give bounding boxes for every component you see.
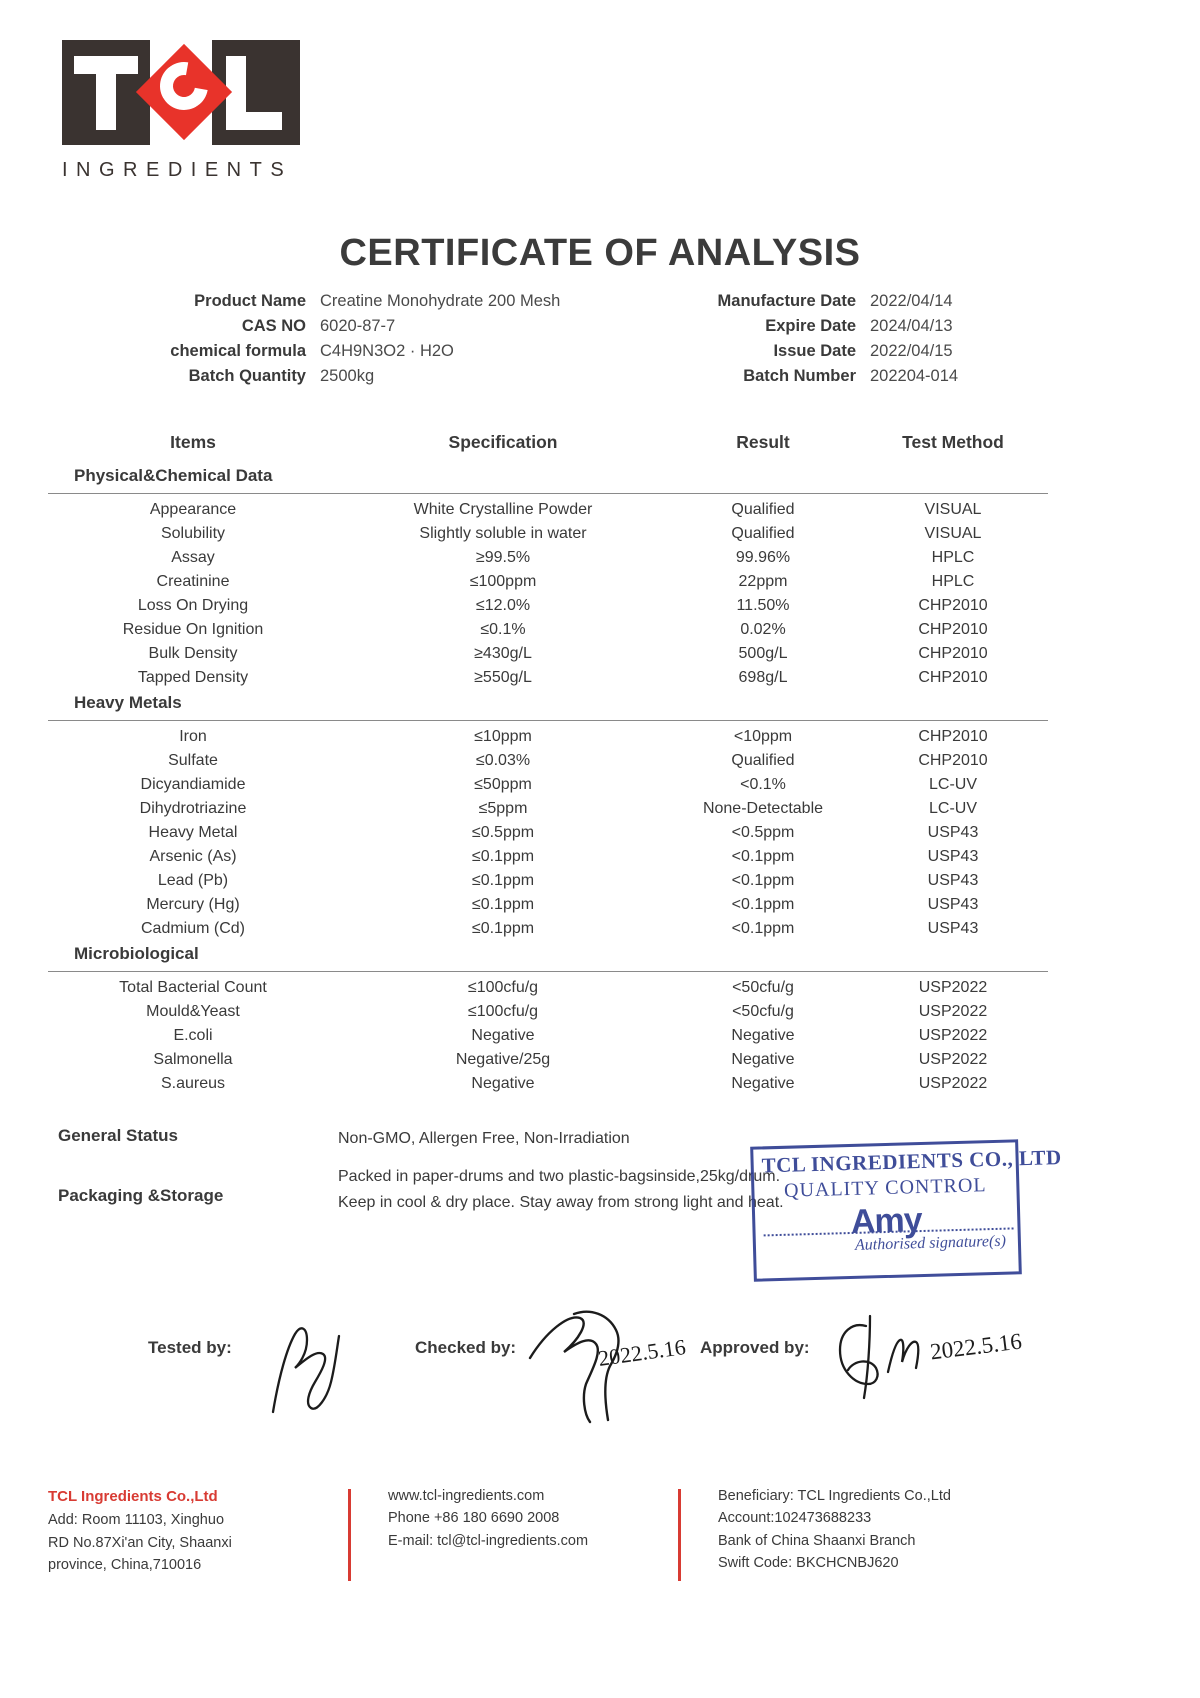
meta-label-cas-no: CAS NO [241, 317, 306, 335]
general-status-value: Non-GMO, Allergen Free, Non-Irradiation [338, 1130, 630, 1147]
meta-value-issue-date: 2022/04/15 [870, 342, 953, 360]
cell-spec: ≤12.0% [475, 597, 531, 614]
cell-result: 698g/L [738, 669, 788, 686]
quality-control-stamp [750, 1139, 1062, 1281]
table-row [48, 797, 1048, 821]
cell-method: USP2022 [918, 979, 988, 996]
cell-method: USP43 [927, 920, 979, 937]
checked-by-label: Checked by: [415, 1338, 517, 1357]
approved-by-date-ink: 2022.5.16 [928, 1328, 1024, 1365]
stamp-department-line: QUALITY CONTROL [783, 1174, 987, 1202]
footer-phone: Phone +86 180 6690 2008 [388, 1510, 560, 1527]
cell-spec: ≤0.1ppm [471, 848, 535, 865]
cell-spec: ≥99.5% [475, 549, 531, 566]
stamp-authorised-signature-label: Authorised signature(s) [854, 1232, 1007, 1254]
cell-result: Qualified [731, 752, 795, 769]
cell-method: USP2022 [918, 1075, 988, 1092]
cell-method: LC-UV [928, 800, 977, 817]
cell-item: Bulk Density [148, 645, 238, 662]
footer-contact-column [348, 1485, 678, 1577]
cell-result: <0.1ppm [731, 920, 795, 937]
logo-letter-t-stem [96, 56, 116, 130]
cell-method: VISUAL [924, 501, 982, 518]
meta-value-batch-number: 202204-014 [870, 367, 959, 385]
table-row [48, 546, 1048, 570]
cell-item: E.coli [173, 1027, 213, 1044]
packaging-line-1: Packed in paper-drums and two plastic-bagsinside,25kg/drum. [338, 1167, 781, 1185]
footer-address-line-3: province, China,710016 [48, 1557, 202, 1574]
cell-spec: ≤0.1ppm [471, 872, 535, 889]
column-header-result: Result [736, 432, 790, 452]
cell-method: CHP2010 [918, 621, 988, 638]
cell-result: 99.96% [735, 549, 791, 566]
cell-result: 22ppm [738, 573, 788, 590]
table-row [48, 893, 1048, 917]
table-row [48, 642, 1048, 666]
cell-item: Loss On Drying [137, 597, 249, 614]
cell-method: CHP2010 [918, 669, 988, 686]
footer-address-line-1: Add: Room 11103, Xinghuo [48, 1512, 225, 1529]
section-divider [48, 493, 1048, 494]
cell-item: Appearance [149, 501, 237, 518]
meta-label-manufacture-date: Manufacture Date [717, 292, 856, 310]
cell-result: Negative [731, 1027, 795, 1044]
section-header-physical-chemical [48, 463, 1048, 490]
meta-label-chemical-formula: chemical formula [170, 342, 306, 360]
cell-spec: ≤50ppm [474, 776, 532, 793]
section-header-microbiological [48, 941, 1048, 968]
packaging-line-2: Keep in cool & dry place. Stay away from strong light and heat. [338, 1193, 784, 1211]
cell-method: USP2022 [918, 1027, 988, 1044]
cell-item: Lead (Pb) [157, 872, 229, 889]
meta-value-batch-quantity: 2500kg [320, 367, 375, 385]
meta-label-issue-date: Issue Date [773, 342, 856, 360]
section-title: Physical&Chemical Data [74, 466, 273, 485]
cell-spec: ≤5ppm [478, 800, 528, 817]
column-header-method: Test Method [902, 432, 1004, 452]
cell-method: USP43 [927, 824, 979, 841]
footer-divider-left [348, 1489, 351, 1581]
tested-by-label: Tested by: [148, 1338, 232, 1357]
logo-diamond-icon [132, 40, 236, 144]
company-logo [62, 40, 312, 182]
packaging-storage-label: Packaging &Storage [58, 1185, 224, 1205]
cell-spec: Negative/25g [455, 1051, 551, 1068]
logo-mark [62, 40, 302, 145]
meta-value-product-name: Creatine Monohydrate 200 Mesh [320, 292, 561, 310]
cell-method: USP2022 [918, 1003, 988, 1020]
checked-by-date-ink: 2022.5.16 [596, 1334, 688, 1372]
cell-spec: ≤0.1ppm [471, 920, 535, 937]
section-title: Heavy Metals [74, 693, 182, 712]
cell-item: S.aureus [160, 1075, 226, 1092]
cell-method: CHP2010 [918, 752, 988, 769]
cell-spec: ≤100cfu/g [467, 1003, 539, 1020]
footer-address-line-2: RD No.87Xi'an City, Shaanxi [48, 1534, 232, 1551]
column-header-specification: Specification [448, 432, 558, 452]
footer-email[interactable]: E-mail: tcl@tcl-ingredients.com [388, 1532, 589, 1549]
cell-item: Dihydrotriazine [139, 800, 247, 817]
cell-spec: ≥430g/L [474, 645, 532, 662]
cell-item: Assay [171, 549, 215, 566]
cell-spec: White Crystalline Powder [413, 501, 593, 518]
cell-result: <50cfu/g [732, 979, 794, 996]
cell-method: LC-UV [928, 776, 977, 793]
table-row [48, 666, 1048, 690]
cell-method: USP43 [927, 848, 979, 865]
footer [48, 1485, 1058, 1577]
table-row [48, 845, 1048, 869]
cell-item: Cadmium (Cd) [140, 920, 245, 937]
cell-result: <0.1ppm [731, 896, 795, 913]
cell-item: Salmonella [153, 1051, 233, 1068]
cell-item: Residue On Ignition [122, 621, 264, 638]
cell-result: <50cfu/g [732, 1003, 794, 1020]
cell-item: Dicyandiamide [140, 776, 246, 793]
general-status-label: General Status [58, 1126, 178, 1145]
section-divider [48, 720, 1048, 721]
footer-bank-column [678, 1485, 1058, 1577]
cell-result: Negative [731, 1051, 795, 1068]
cell-result: <0.5ppm [731, 824, 795, 841]
cell-item: Total Bacterial Count [119, 979, 267, 996]
footer-divider-right [678, 1489, 681, 1581]
cell-method: CHP2010 [918, 645, 988, 662]
table-row [48, 869, 1048, 893]
cell-spec: ≤0.1% [480, 621, 526, 638]
cell-method: CHP2010 [918, 728, 988, 745]
cell-result: 500g/L [738, 645, 788, 662]
cell-result: None-Detectable [702, 800, 824, 817]
cell-method: HPLC [931, 549, 975, 566]
cell-method: VISUAL [924, 525, 982, 542]
cell-spec: Negative [471, 1075, 535, 1092]
table-row [48, 725, 1048, 749]
footer-company-name: TCL Ingredients Co.,Ltd [48, 1488, 218, 1505]
stamp-company-line: TCL INGREDIENTS CO., LTD [761, 1145, 1062, 1178]
page-title: CERTIFICATE OF ANALYSIS [339, 232, 861, 274]
footer-beneficiary: Beneficiary: TCL Ingredients Co.,Ltd [718, 1488, 951, 1504]
meta-label-expire-date: Expire Date [765, 317, 856, 335]
cell-item: Mercury (Hg) [146, 896, 240, 913]
cell-spec: ≤100cfu/g [467, 979, 539, 996]
meta-value-cas-no: 6020-87-7 [320, 317, 396, 335]
meta-value-chemical-formula: C4H9N3O2 · H2O [320, 342, 454, 360]
cell-item: Iron [179, 728, 207, 745]
table-row [48, 618, 1048, 642]
cell-result: <0.1ppm [731, 872, 795, 889]
tested-by-signature-ink [255, 1310, 365, 1420]
section-title: Microbiological [74, 944, 199, 963]
cell-spec: ≤0.1ppm [471, 896, 535, 913]
cell-spec: ≥550g/L [474, 669, 532, 686]
cell-method: USP43 [927, 872, 979, 889]
footer-swift-code: Swift Code: BKCHCNBJ620 [718, 1555, 899, 1572]
section-divider [48, 971, 1048, 972]
table-row [48, 773, 1048, 797]
table-row [48, 594, 1048, 618]
stamp-signature-name: Amy [850, 1201, 923, 1241]
footer-website[interactable]: www.tcl-ingredients.com [388, 1488, 545, 1504]
cell-spec: ≤10ppm [474, 728, 532, 745]
footer-account: Account:102473688233 [718, 1510, 872, 1527]
table-row [48, 1000, 1048, 1024]
cell-method: USP43 [927, 896, 979, 913]
cell-spec: Slightly soluble in water [419, 525, 587, 542]
cell-spec: ≤0.5ppm [471, 824, 535, 841]
cell-result: <0.1% [740, 776, 786, 793]
cell-method: CHP2010 [918, 597, 988, 614]
meta-label-product-name: Product Name [194, 292, 306, 310]
table-row [48, 917, 1048, 941]
cell-result: <10ppm [733, 728, 793, 745]
cell-item: Sulfate [168, 752, 218, 769]
meta-value-expire-date: 2024/04/13 [870, 317, 953, 335]
table-row [48, 749, 1048, 773]
cell-result: 0.02% [740, 621, 786, 638]
meta-label-batch-number: Batch Number [743, 367, 856, 385]
cell-result: Qualified [731, 525, 795, 542]
cell-result: <0.1ppm [731, 848, 795, 865]
cell-item: Mould&Yeast [146, 1003, 240, 1020]
meta-label-batch-quantity: Batch Quantity [188, 367, 306, 385]
cell-spec: ≤0.03% [475, 752, 531, 769]
cell-item: Heavy Metal [148, 824, 238, 841]
table-row [48, 498, 1048, 522]
cell-method: USP2022 [918, 1051, 988, 1068]
cell-spec: ≤100ppm [469, 573, 537, 590]
metadata-grid [150, 292, 1050, 386]
cell-spec: Negative [471, 1027, 535, 1044]
cell-item: Solubility [160, 525, 226, 542]
cell-item: Arsenic (As) [149, 848, 237, 865]
table-row [48, 522, 1048, 546]
cell-item: Creatinine [156, 573, 230, 590]
table-row [48, 976, 1048, 1000]
table-row [48, 1072, 1048, 1096]
signature-row [0, 1300, 1200, 1420]
table-row [48, 1048, 1048, 1072]
approved-by-label: Approved by: [700, 1338, 810, 1357]
cell-result: 11.50% [736, 597, 790, 614]
logo-wordmark: INGREDIENTS [62, 159, 293, 181]
table-row [48, 570, 1048, 594]
column-header-items: Items [170, 432, 216, 452]
cell-item: Tapped Density [137, 669, 249, 686]
cell-method: HPLC [931, 573, 975, 590]
table-row [48, 821, 1048, 845]
meta-value-manufacture-date: 2022/04/14 [870, 292, 953, 310]
cell-result: Negative [731, 1075, 795, 1092]
table-header-row [48, 428, 1048, 463]
analysis-table [48, 428, 1048, 1096]
table-row [48, 1024, 1048, 1048]
footer-company-column [48, 1485, 348, 1577]
cell-result: Qualified [731, 501, 795, 518]
footer-bank-name: Bank of China Shaanxi Branch [718, 1532, 916, 1549]
section-header-heavy-metals [48, 690, 1048, 717]
